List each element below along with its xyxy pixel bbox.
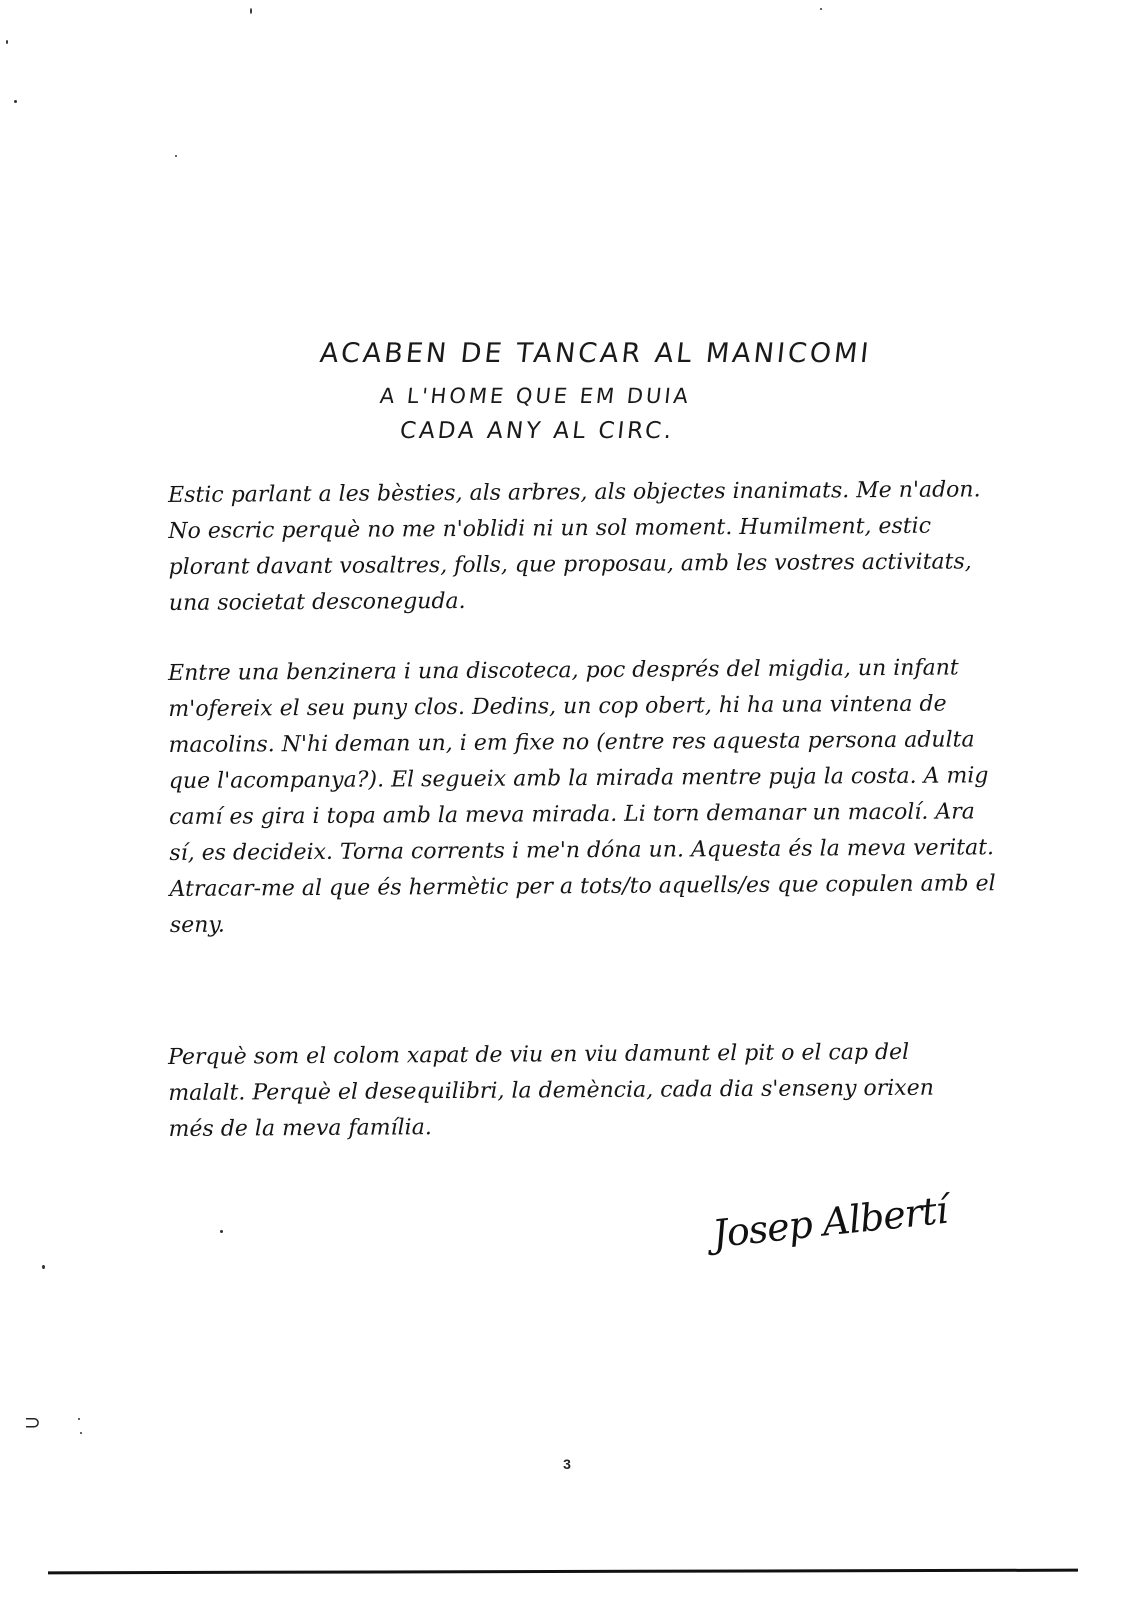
scan-speck [820, 8, 822, 10]
paragraph-1: Estic parlant a les bèsties, als arbres, als objectes inanimats. Me n'adon. No escric perquè no me n'oblidi ni un sol moment. Humilment, estic plorant davant vosaltres, folls, que proposau, amb les vostres activitats, una societat desconeguda. [168, 477, 981, 616]
scan-edge-mark: ⊃ [24, 1410, 41, 1434]
title-line-2: A L'HOME QUE EM DUIA [378, 384, 693, 408]
title-line-1: ACABEN DE TANCAR AL MANICOMI [318, 338, 873, 369]
signature: Josep Albertí [710, 1187, 950, 1257]
scan-speck [220, 1230, 223, 1233]
scan-speck [80, 1432, 82, 1434]
scan-speck [78, 1418, 80, 1420]
scan-speck [6, 40, 8, 44]
scan-speck [42, 1265, 45, 1269]
bottom-rule [48, 1569, 1078, 1575]
scan-speck [175, 155, 177, 157]
scan-speck [250, 8, 252, 14]
scan-speck [14, 100, 17, 103]
paragraph-3: Perquè som el colom xapat de viu en viu damunt el pit o el cap del malalt. Perquè el desequilibri, la demència, cada dia s'enseny orixen més de la meva família. [168, 1039, 934, 1142]
title-line-3: CADA ANY AL CIRC. [398, 418, 676, 444]
page-number: 3 [563, 1456, 571, 1472]
paragraph-2: Entre una benzinera i una discoteca, poc després del migdia, un infant m'ofereix el seu puny clos. Dedins, un cop obert, hi ha una vintena de macolins. N'hi deman un, i em fixe no (entre res aquesta persona adulta que l'acompanya?). El segueix amb la mirada mentre puja la costa. A mig camí es gira i topa amb la meva mirada. Li torn demanar un macolí. Ara sí, es decideix. Torna corrents i me'n dóna un. Aquesta és la meva veritat. Atracar-me al que és hermètic per a tots/to aquells/es que copulen amb el seny. [168, 655, 996, 938]
